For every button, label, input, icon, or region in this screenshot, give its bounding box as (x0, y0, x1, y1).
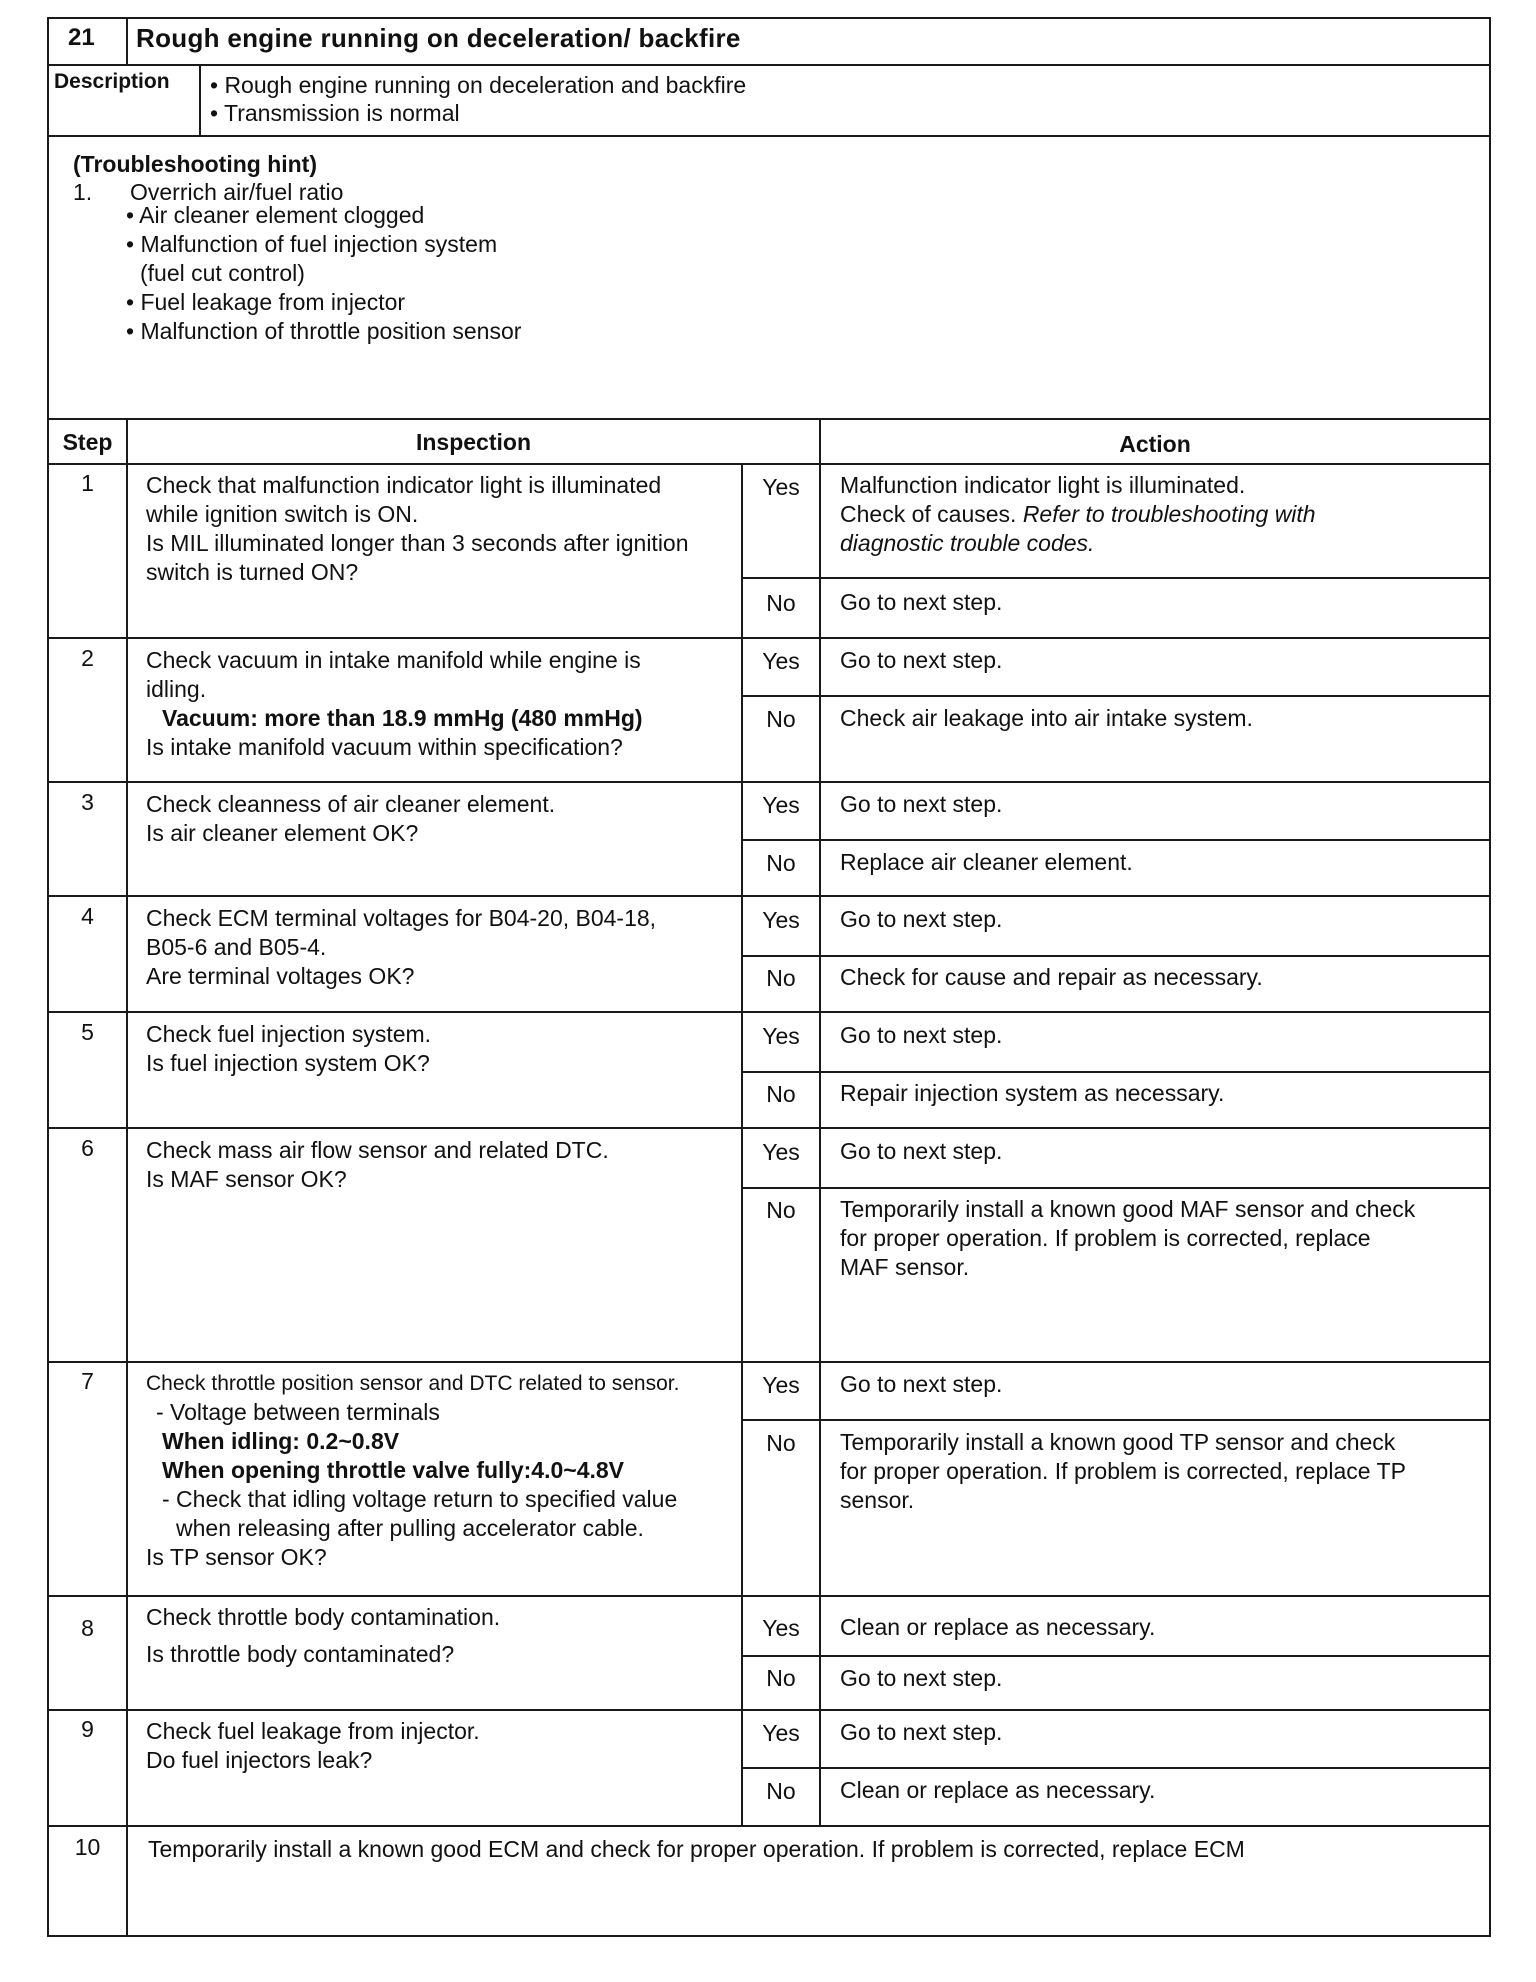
step-number: 4 (81, 903, 94, 929)
step-number: 5 (81, 1019, 94, 1045)
inspection-line: when releasing after pulling accelerator cable. (176, 1515, 644, 1541)
description-label: Description (54, 70, 170, 93)
step-number: 2 (81, 645, 94, 671)
step-number: 6 (81, 1135, 94, 1161)
inspection-line: Is fuel injection system OK? (146, 1050, 430, 1076)
inspection-line: Is MIL illuminated longer than 3 seconds after ignition (146, 530, 689, 556)
step-number: 9 (81, 1716, 94, 1742)
yes-label: Yes (762, 1615, 800, 1641)
yes-label: Yes (762, 1023, 800, 1049)
column-header-step: Step (62, 429, 113, 455)
no-label: No (766, 1430, 796, 1456)
no-label: No (766, 965, 796, 991)
column-header-inspection: Inspection (415, 429, 531, 455)
inspection-line: Are terminal voltages OK? (146, 963, 415, 989)
yes-label: Yes (762, 648, 800, 674)
hint-bullet: • Fuel leakage from injector (126, 289, 406, 315)
inspection-line: Is MAF sensor OK? (146, 1166, 347, 1192)
action-line: Temporarily install a known good MAF sensor and check (840, 1196, 1416, 1222)
column-header-action: Action (1119, 431, 1191, 457)
step-number-cell (47, 1127, 128, 1363)
specification-line: When opening throttle valve fully:4.0~4.8V (162, 1457, 625, 1483)
hint-item: Overrich air/fuel ratio (130, 179, 344, 205)
no-label: No (766, 1197, 796, 1223)
inspection-line: B05-6 and B05-4. (146, 934, 327, 960)
inspection-line: while ignition switch is ON. (146, 501, 419, 527)
yes-label: Yes (762, 1372, 800, 1398)
hint-bullet: (fuel cut control) (140, 260, 305, 286)
step-number: 1 (81, 470, 94, 496)
inspection-line: Check mass air flow sensor and related DTC. (146, 1137, 609, 1163)
yes-label: Yes (762, 907, 800, 933)
action-line: Check air leakage into air intake system. (840, 705, 1253, 731)
action-line: Go to next step. (840, 647, 1003, 673)
inspection-line: Check cleanness of air cleaner element. (146, 791, 556, 817)
action-line (840, 500, 1316, 528)
action-reference: diagnostic trouble codes. (840, 530, 1095, 556)
yes-label: Yes (762, 1720, 800, 1746)
action-line: for proper operation. If problem is corrected, replace (840, 1225, 1371, 1251)
inspection-line: Check vacuum in intake manifold while engine is (146, 647, 641, 673)
inspection-line: Is intake manifold vacuum within specification? (146, 734, 623, 760)
inspection-line: Do fuel injectors leak? (146, 1747, 373, 1773)
inspection-line: Check throttle position sensor and DTC related to sensor. (146, 1372, 680, 1395)
description-line: • Rough engine running on deceleration and backfire (210, 72, 747, 98)
hint-bullet: • Malfunction of throttle position sensor (126, 318, 522, 344)
action-line: Go to next step. (840, 791, 1003, 817)
inspection-line: - Voltage between terminals (156, 1399, 440, 1425)
step-number-cell (47, 1361, 128, 1597)
action-line: Temporarily install a known good TP sensor and check (840, 1429, 1396, 1455)
action-line: MAF sensor. (840, 1254, 970, 1280)
action-line: Clean or replace as necessary. (840, 1614, 1156, 1640)
yes-label: Yes (762, 474, 800, 500)
final-step-text: Temporarily install a known good ECM and check for proper operation. If problem is corrected, replace ECM (148, 1836, 1245, 1862)
step-number: 7 (81, 1368, 94, 1394)
inspection-line: Check throttle body contamination. (146, 1604, 501, 1630)
no-label: No (766, 1665, 796, 1691)
action-line: Go to next step. (840, 589, 1003, 615)
inspection-line: Is throttle body contaminated? (146, 1641, 455, 1667)
action-line: Repair injection system as necessary. (840, 1080, 1225, 1106)
inspection-line: switch is turned ON? (146, 559, 359, 585)
action-line: Go to next step. (840, 1022, 1003, 1048)
no-label: No (766, 706, 796, 732)
specification-line: When idling: 0.2~0.8V (162, 1428, 400, 1454)
description-line: • Transmission is normal (210, 100, 460, 126)
action-line: Malfunction indicator light is illuminated. (840, 472, 1246, 498)
action-line: sensor. (840, 1487, 915, 1513)
action-line: Go to next step. (840, 1371, 1003, 1397)
step-number: 8 (81, 1615, 94, 1641)
action-line: Clean or replace as necessary. (840, 1777, 1156, 1803)
page-title: Rough engine running on deceleration/ backfire (136, 23, 741, 53)
inspection-line: Check that malfunction indicator light is illuminated (146, 472, 662, 498)
yes-label: Yes (762, 1139, 800, 1165)
inspection-line: Is air cleaner element OK? (146, 820, 419, 846)
no-label: No (766, 850, 796, 876)
step-number-cell (47, 1595, 128, 1711)
inspection-line: Check fuel leakage from injector. (146, 1718, 480, 1744)
inspection-line: Check ECM terminal voltages for B04-20, B04-18, (146, 905, 657, 931)
action-line: Go to next step. (840, 1665, 1003, 1691)
yes-label: Yes (762, 792, 800, 818)
action-line: Go to next step. (840, 1138, 1003, 1164)
specification-line: Vacuum: more than 18.9 mmHg (480 mmHg) (162, 705, 643, 731)
action-line: Go to next step. (840, 1719, 1003, 1745)
action-text: Check of causes. (840, 501, 1023, 527)
header-number: 21 (68, 24, 95, 51)
action-line: Check for cause and repair as necessary. (840, 964, 1263, 990)
no-label: No (766, 1081, 796, 1107)
action-line: Replace air cleaner element. (840, 849, 1133, 875)
inspection-line: idling. (146, 676, 207, 702)
hint-bullet: • Air cleaner element clogged (126, 202, 425, 228)
inspection-line: Check fuel injection system. (146, 1021, 432, 1047)
no-label: No (766, 1778, 796, 1804)
action-line: for proper operation. If problem is corrected, replace TP (840, 1458, 1406, 1484)
step-number: 3 (81, 789, 94, 815)
hint-heading: (Troubleshooting hint) (73, 151, 318, 177)
hint-number: 1. (73, 179, 93, 205)
no-label: No (766, 590, 796, 616)
step-number: 10 (74, 1834, 101, 1860)
hint-bullet: • Malfunction of fuel injection system (126, 231, 498, 257)
inspection-line: Is TP sensor OK? (146, 1544, 327, 1570)
action-reference: Refer to troubleshooting with (1022, 501, 1316, 527)
inspection-line: - Check that idling voltage return to specified value (162, 1486, 678, 1512)
action-line: Go to next step. (840, 906, 1003, 932)
